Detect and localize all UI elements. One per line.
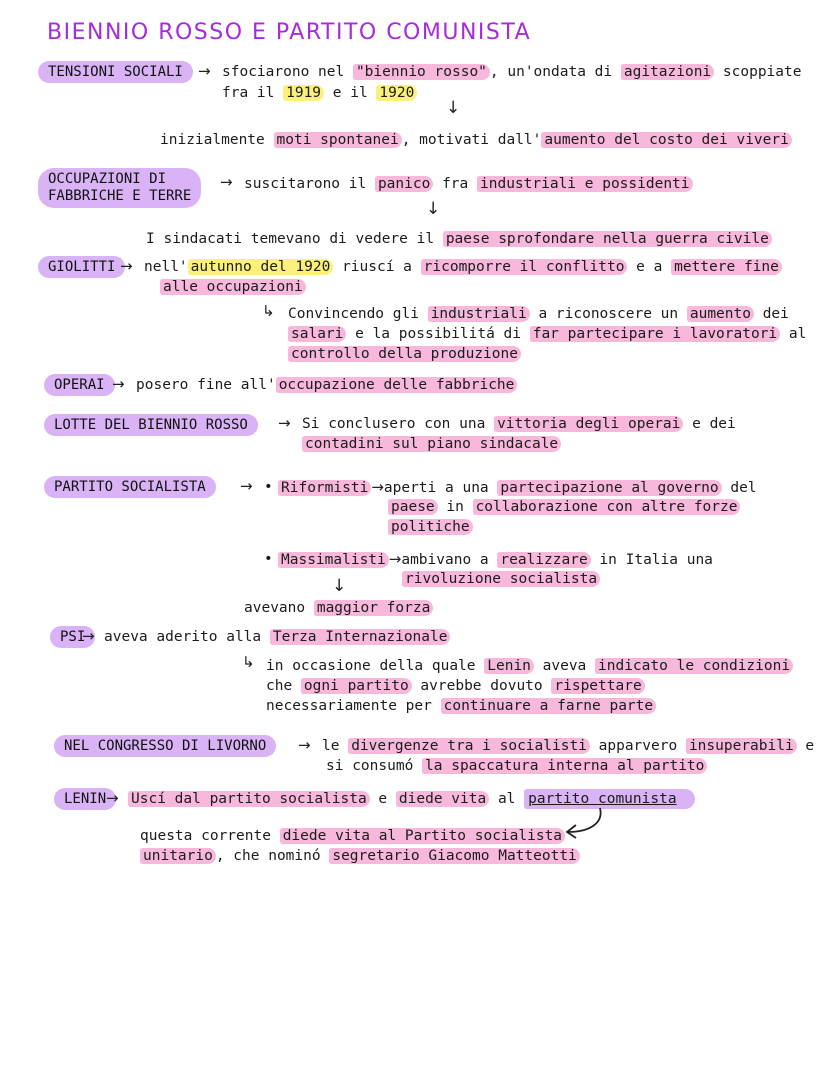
highlight: rivoluzione socialista	[402, 571, 600, 587]
arrow-icon: →	[120, 257, 133, 275]
highlight: collaborazione con altre forze	[473, 499, 741, 515]
s2-line2	[146, 229, 772, 249]
arrow-icon: →	[198, 62, 211, 80]
s5-line1	[302, 414, 736, 434]
text: e il	[324, 85, 377, 101]
highlight: paese sprofondare nella guerra civile	[443, 231, 772, 247]
highlight: diede vita al Partito socialista	[280, 828, 565, 844]
s2-line1	[244, 174, 693, 194]
bullet-icon: •	[264, 551, 273, 567]
text: al	[489, 791, 525, 807]
label-congresso-livorno: NEL CONGRESSO DI LIVORNO	[54, 735, 276, 757]
arrow-icon: →	[278, 414, 291, 432]
s9-line2	[140, 826, 565, 846]
arrow-icon: →	[388, 550, 402, 568]
text: e	[369, 791, 396, 807]
highlight: industriali e possidenti	[477, 176, 693, 192]
highlight: industriali	[428, 306, 530, 322]
text: aveva	[533, 658, 596, 674]
text: posero fine all'	[136, 377, 276, 393]
text: e la possibilitá di	[346, 326, 530, 342]
s8-line1	[322, 736, 814, 756]
highlight: moti spontanei	[274, 132, 402, 148]
highlight: politiche	[388, 519, 473, 535]
s6-riformisti-line3	[388, 517, 473, 537]
label-giolitti: GIOLITTI	[38, 256, 125, 278]
text: avrebbe dovuto	[411, 678, 552, 694]
arrow-icon: →	[371, 478, 384, 496]
curve-arrow-icon: ↳	[242, 653, 255, 671]
highlight: ogni partito	[301, 678, 412, 694]
s6-massimalisti	[278, 549, 713, 570]
label-occupazioni	[38, 168, 201, 208]
partito-comunista-highlight: partito comunista	[524, 789, 694, 809]
text: avevano	[244, 600, 314, 616]
highlight: aumento del costo dei viveri	[541, 132, 791, 148]
label-lotte: LOTTE DEL BIENNIO ROSSO	[44, 414, 258, 436]
arrow-icon: →	[220, 173, 233, 191]
text: in	[437, 499, 473, 515]
label-operai: OPERAI	[44, 374, 115, 396]
highlight: maggior forza	[314, 600, 434, 616]
s7-line3	[266, 676, 645, 696]
s3-line5	[288, 344, 521, 364]
text: e	[796, 738, 815, 754]
highlight: realizzare	[497, 552, 590, 568]
highlight: controllo della produzione	[288, 346, 521, 362]
s6-riformisti-line2	[388, 497, 740, 517]
highlight: far partecipare i lavoratori	[530, 326, 780, 342]
text: si consumó	[326, 758, 423, 774]
s3-line3	[288, 304, 789, 324]
label-line: OCCUPAZIONI DI	[48, 171, 167, 187]
highlight: segretario Giacomo Matteotti	[329, 848, 579, 864]
s6-forza	[244, 598, 433, 618]
text: le	[322, 738, 349, 754]
highlight: la spaccatura interna al partito	[422, 758, 707, 774]
highlight: indicato le condizioni	[595, 658, 793, 674]
text: apparvero	[589, 738, 686, 754]
down-arrow-icon: ↓	[332, 576, 347, 596]
text: , motivati dall'	[401, 132, 542, 148]
s1-line2	[222, 83, 417, 103]
highlight: ricomporre il conflitto	[421, 259, 628, 275]
text: aperti a una	[383, 480, 498, 496]
s7-line1	[104, 627, 450, 647]
highlight: mettere fine	[671, 259, 782, 275]
s8-line2	[326, 756, 707, 776]
label-line: FABBRICHE E TERRE	[48, 188, 192, 204]
highlight: alle occupazioni	[160, 279, 306, 295]
arrow-icon: →	[240, 477, 253, 495]
highlight: vittoria degli operai	[494, 416, 683, 432]
highlight: aumento	[687, 306, 754, 322]
highlight: Massimalisti	[278, 552, 389, 568]
text: sfociarono nel	[222, 64, 353, 80]
page-title: BIENNIO ROSSO E PARTITO COMUNISTA	[47, 20, 532, 45]
bullet-icon: •	[264, 479, 273, 495]
text: suscitarono il	[244, 176, 375, 192]
arrow-icon: →	[106, 789, 119, 807]
highlight: agitazioni	[621, 64, 714, 80]
highlight: panico	[375, 176, 433, 192]
arrow-icon: →	[112, 375, 125, 393]
text: aveva aderito alla	[104, 629, 270, 645]
text: dei	[753, 306, 789, 322]
text: e a	[627, 259, 672, 275]
label-psi: PSI	[50, 626, 95, 648]
highlight-yellow: 1919	[283, 85, 324, 101]
text: che	[266, 678, 301, 694]
highlight: Terza Internazionale	[270, 629, 451, 645]
highlight: Lenin	[484, 658, 534, 674]
text: nell'	[144, 259, 188, 275]
highlight: "biennio rosso"	[353, 64, 490, 80]
label-tensioni-sociali: TENSIONI SOCIALI	[38, 61, 193, 83]
curve-arrow-icon: ↳	[262, 302, 275, 320]
text: questa corrente	[140, 828, 280, 844]
text: del	[721, 480, 757, 496]
text: I sindacati temevano di vedere il	[146, 231, 443, 247]
highlight: Uscí dal partito socialista	[128, 791, 370, 807]
s4-line1	[136, 375, 517, 395]
highlight: divergenze tra i socialisti	[348, 738, 590, 754]
s1-line3	[160, 130, 792, 150]
s3-line2	[160, 277, 306, 297]
text: fra il	[222, 85, 284, 101]
text: a riconoscere un	[529, 306, 687, 322]
text: al	[780, 326, 807, 342]
highlight: rispettare	[551, 678, 644, 694]
text: inizialmente	[160, 132, 274, 148]
highlight-yellow: 1920	[376, 85, 417, 101]
label-partito-socialista: PARTITO SOCIALISTA	[44, 476, 216, 498]
text: Si conclusero con una	[302, 416, 495, 432]
highlight: continuare a farne parte	[441, 698, 657, 714]
highlight: occupazione delle fabbriche	[276, 377, 518, 393]
text: scoppiate	[714, 64, 802, 80]
text: , che nominó	[215, 848, 330, 864]
s7-line2	[266, 656, 793, 676]
s9-line3	[140, 846, 580, 866]
down-arrow-icon: ↓	[446, 98, 461, 118]
text: riuscí a	[333, 259, 421, 275]
highlight: Riformisti	[278, 480, 371, 496]
hook-arrow-icon	[560, 806, 610, 842]
highlight: unitario	[140, 848, 216, 864]
text: Convincendo gli	[288, 306, 428, 322]
highlight: diede vita	[396, 791, 489, 807]
text: necessariamente per	[266, 698, 441, 714]
text: ambivano a	[401, 552, 498, 568]
text: in Italia una	[590, 552, 713, 568]
s1-line1	[222, 62, 801, 82]
s6-riformisti	[278, 477, 757, 498]
label-lenin: LENIN	[54, 788, 116, 810]
highlight-yellow: autunno del 1920	[188, 259, 334, 275]
s7-line4	[266, 696, 656, 716]
down-arrow-icon: ↓	[426, 199, 441, 219]
text: e dei	[683, 416, 736, 432]
text: , un'ondata di	[489, 64, 621, 80]
s3-line4	[288, 324, 806, 344]
highlight: partecipazione al governo	[497, 480, 721, 496]
s6-massimalisti-line2	[402, 569, 600, 589]
text: fra	[433, 176, 477, 192]
highlight: contadini sul piano sindacale	[302, 436, 561, 452]
highlight: insuperabili	[686, 738, 797, 754]
s3-line1	[144, 257, 782, 277]
arrow-icon: →	[82, 627, 95, 645]
highlight: paese	[388, 499, 438, 515]
arrow-icon: →	[298, 736, 311, 754]
text: in occasione della quale	[266, 658, 485, 674]
s5-line2	[302, 434, 561, 454]
highlight: salari	[288, 326, 346, 342]
